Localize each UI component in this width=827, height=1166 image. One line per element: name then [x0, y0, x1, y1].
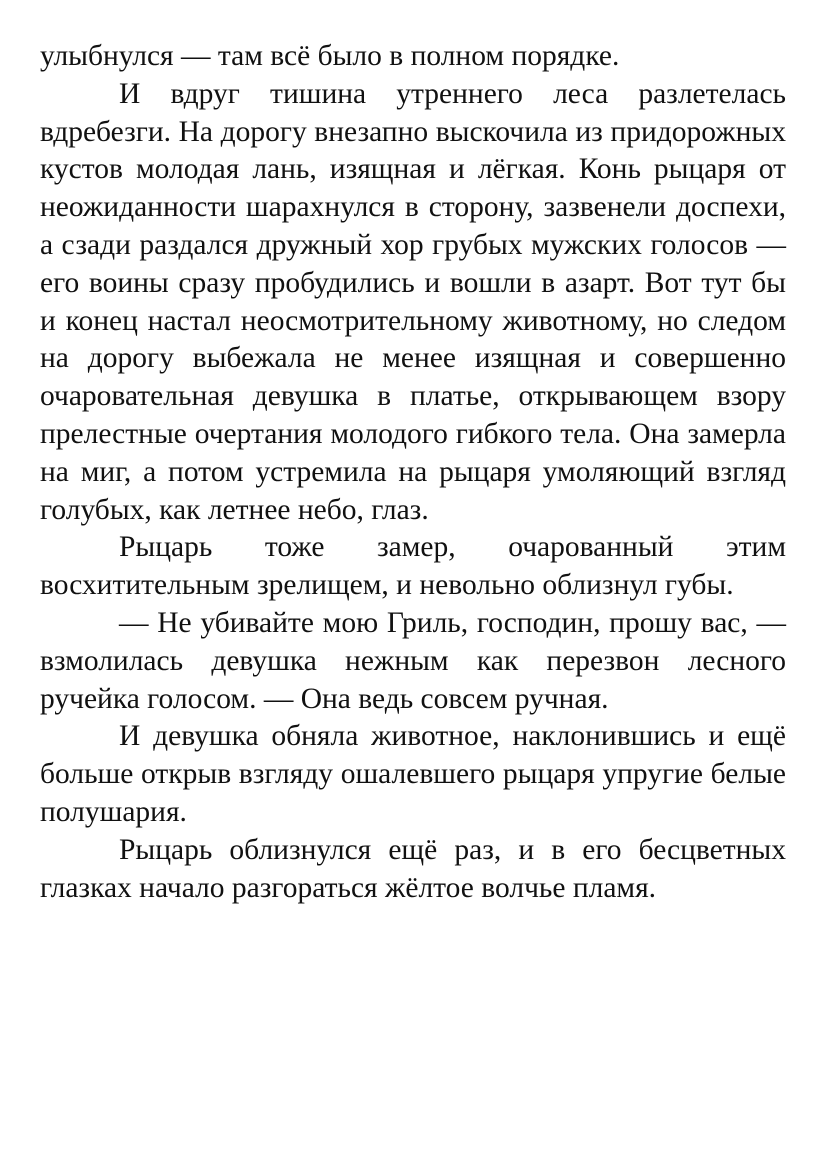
- paragraph: Рыцарь облизнулся ещё раз, и в его бесцветных глазках начало разгораться жёлтое волчье пламя.: [40, 833, 786, 904]
- paragraph: Рыцарь тоже замер, очарованный этим восхитительным зрелищем, и невольно облизнул губы.: [40, 531, 786, 602]
- paragraph: И вдруг тишина утреннего леса разлетелась вдребезги. На дорогу внезапно выскочила из придорожных кустов молодая лань, изящная и лёгкая. Конь рыцаря от неожиданности шарахнулся в сторону, зазвенели доспехи, а сзади раздался дружный хор грубых мужских голосов — его воины сразу пробудились и вошли в азарт. Вот тут бы и конец настал неосмотрительному животному, но следом на дорогу выбежала не менее изящная и совершенно очаровательная девушка в платье, открывающем взору прелестные очертания молодого гибкого тела. Она замерла на миг, а потом устремила на рыцаря умоляющий взгляд голубых, как летнее небо, глаз.: [40, 77, 786, 526]
- document-page: [40, 38, 786, 907]
- paragraph: — Не убивайте мою Гриль, господин, прошу вас, — взмолилась девушка нежным как перезвон лесного ручейка голосом. — Она ведь совсем ручная.: [40, 606, 786, 715]
- paragraph: И девушка обняла животное, наклонившись и ещё больше открыв взгляду ошалевшего рыцаря упругие белые полушария.: [40, 720, 786, 828]
- paragraph-continuation: улыбнулся — там всё было в полном порядке.: [40, 40, 620, 72]
